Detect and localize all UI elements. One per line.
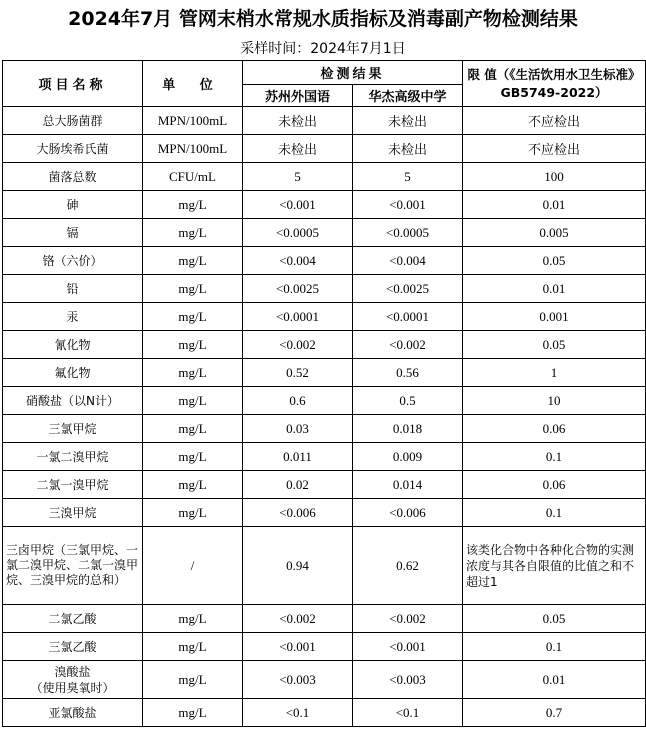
limit-cell: 0.005 [463,219,646,247]
site-2-value-cell: 未检出 [353,107,463,135]
item-name-cell: 溴酸盐 （使用臭氧时） [3,661,143,699]
table-row [3,247,646,275]
limit-cell: 该类化合物中各种化合物的实测浓度与其各自限值的比值之和不超过1 [463,527,646,605]
limit-cell: 0.1 [463,499,646,527]
unit-cell: mg/L [143,331,243,359]
site-2-value-cell: 0.009 [353,443,463,471]
site-2-value-cell: 0.56 [353,359,463,387]
site-2-value-cell: <0.001 [353,191,463,219]
unit-cell: MPN/100mL [143,107,243,135]
sampling-date: 采样时间：2024年7月1日 [240,41,406,57]
header-site-1: 苏州外国语 [243,85,353,107]
unit-cell: MPN/100mL [143,135,243,163]
item-name-cell: 汞 [3,303,143,331]
unit-cell: mg/L [143,219,243,247]
header-item-name: 项目名称 [3,61,143,107]
table-row [3,443,646,471]
table-row [3,387,646,415]
unit-cell: mg/L [143,471,243,499]
limit-cell: 10 [463,387,646,415]
site-1-value-cell: 0.03 [243,415,353,443]
site-2-value-cell: 0.62 [353,527,463,605]
results-body [3,107,646,727]
unit-cell: mg/L [143,191,243,219]
table-row [3,163,646,191]
item-name-cell: 二氯一溴甲烷 [3,471,143,499]
unit-cell: mg/L [143,415,243,443]
site-1-value-cell: <0.004 [243,247,353,275]
item-name-cell: 三卤甲烷（三氯甲烷、一氯二溴甲烷、二氯一溴甲烷、三溴甲烷的总和） [3,527,143,605]
item-name-cell: 氟化物 [3,359,143,387]
item-name-cell: 硝酸盐（以N计） [3,387,143,415]
limit-cell: 0.7 [463,699,646,727]
header-site-2: 华杰高级中学 [353,85,463,107]
site-1-value-cell: <0.0005 [243,219,353,247]
site-1-value-cell: <0.0001 [243,303,353,331]
limit-cell: 0.01 [463,191,646,219]
limit-cell: 0.01 [463,275,646,303]
header-results: 检测结果 [243,61,463,85]
site-2-value-cell: <0.001 [353,633,463,661]
unit-cell: mg/L [143,247,243,275]
site-2-value-cell: <0.002 [353,331,463,359]
site-2-value-cell: 未检出 [353,135,463,163]
unit-cell: mg/L [143,303,243,331]
limit-cell: 0.01 [463,661,646,699]
site-2-value-cell: <0.006 [353,499,463,527]
unit-cell: CFU/mL [143,163,243,191]
site-2-value-cell: <0.0005 [353,219,463,247]
table-row [3,219,646,247]
item-name-cell: 三溴甲烷 [3,499,143,527]
limit-cell: 100 [463,163,646,191]
site-2-value-cell: <0.003 [353,661,463,699]
table-row [3,661,646,699]
table-row [3,107,646,135]
item-name-cell: 铬（六价） [3,247,143,275]
header-unit: 单 位 [143,61,243,107]
site-2-value-cell: <0.1 [353,699,463,727]
limit-cell: 0.1 [463,633,646,661]
site-1-value-cell: 0.94 [243,527,353,605]
table-row [3,359,646,387]
site-2-value-cell: 0.018 [353,415,463,443]
unit-cell: mg/L [143,699,243,727]
item-name-cell: 菌落总数 [3,163,143,191]
unit-cell: mg/L [143,499,243,527]
site-2-value-cell: <0.0025 [353,275,463,303]
limit-cell: 0.1 [463,443,646,471]
unit-cell: mg/L [143,633,243,661]
limit-cell: 0.001 [463,303,646,331]
site-1-value-cell: <0.002 [243,331,353,359]
limit-cell: 1 [463,359,646,387]
report-title: 2024年7月 管网末梢水常规水质指标及消毒副产物检测结果 [68,8,578,30]
site-1-value-cell: <0.0025 [243,275,353,303]
limit-cell: 0.05 [463,247,646,275]
item-name-cell: 总大肠菌群 [3,107,143,135]
table-row [3,633,646,661]
results-table [2,60,646,727]
table-row [3,303,646,331]
site-1-value-cell: <0.001 [243,633,353,661]
site-1-value-cell: 5 [243,163,353,191]
site-2-value-cell: 0.5 [353,387,463,415]
item-name-cell: 一氯二溴甲烷 [3,443,143,471]
item-name-cell: 三氯甲烷 [3,415,143,443]
table-row [3,415,646,443]
table-row [3,499,646,527]
site-2-value-cell: <0.0001 [353,303,463,331]
limit-cell: 0.05 [463,605,646,633]
table-row [3,331,646,359]
unit-cell: mg/L [143,387,243,415]
site-1-value-cell: <0.1 [243,699,353,727]
site-2-value-cell: <0.004 [353,247,463,275]
site-1-value-cell: <0.001 [243,191,353,219]
site-2-value-cell: 5 [353,163,463,191]
site-2-value-cell: <0.002 [353,605,463,633]
item-name-cell: 氰化物 [3,331,143,359]
site-1-value-cell: 未检出 [243,135,353,163]
site-1-value-cell: 0.02 [243,471,353,499]
site-1-value-cell: 0.6 [243,387,353,415]
limit-cell: 0.06 [463,471,646,499]
item-name-cell: 亚氯酸盐 [3,699,143,727]
limit-cell: 不应检出 [463,135,646,163]
unit-cell: / [143,527,243,605]
site-1-value-cell: <0.003 [243,661,353,699]
header-limit: 限 值（《生活饮用水卫生标准》GB5749-2022） [463,61,646,107]
table-row [3,135,646,163]
site-2-value-cell: 0.014 [353,471,463,499]
item-name-cell: 大肠埃希氏菌 [3,135,143,163]
unit-cell: mg/L [143,661,243,699]
item-name-cell: 砷 [3,191,143,219]
limit-cell: 不应检出 [463,107,646,135]
limit-cell: 0.06 [463,415,646,443]
item-name-cell: 三氯乙酸 [3,633,143,661]
item-name-cell: 铅 [3,275,143,303]
unit-cell: mg/L [143,359,243,387]
limit-cell: 0.05 [463,331,646,359]
site-1-value-cell: 0.011 [243,443,353,471]
table-row [3,471,646,499]
site-1-value-cell: <0.002 [243,605,353,633]
site-1-value-cell: 0.52 [243,359,353,387]
table-row [3,275,646,303]
unit-cell: mg/L [143,275,243,303]
site-1-value-cell: <0.006 [243,499,353,527]
table-row [3,527,646,605]
site-1-value-cell: 未检出 [243,107,353,135]
item-name-cell: 二氯乙酸 [3,605,143,633]
table-row [3,191,646,219]
table-row [3,699,646,727]
unit-cell: mg/L [143,605,243,633]
table-row [3,605,646,633]
unit-cell: mg/L [143,443,243,471]
item-name-cell: 镉 [3,219,143,247]
